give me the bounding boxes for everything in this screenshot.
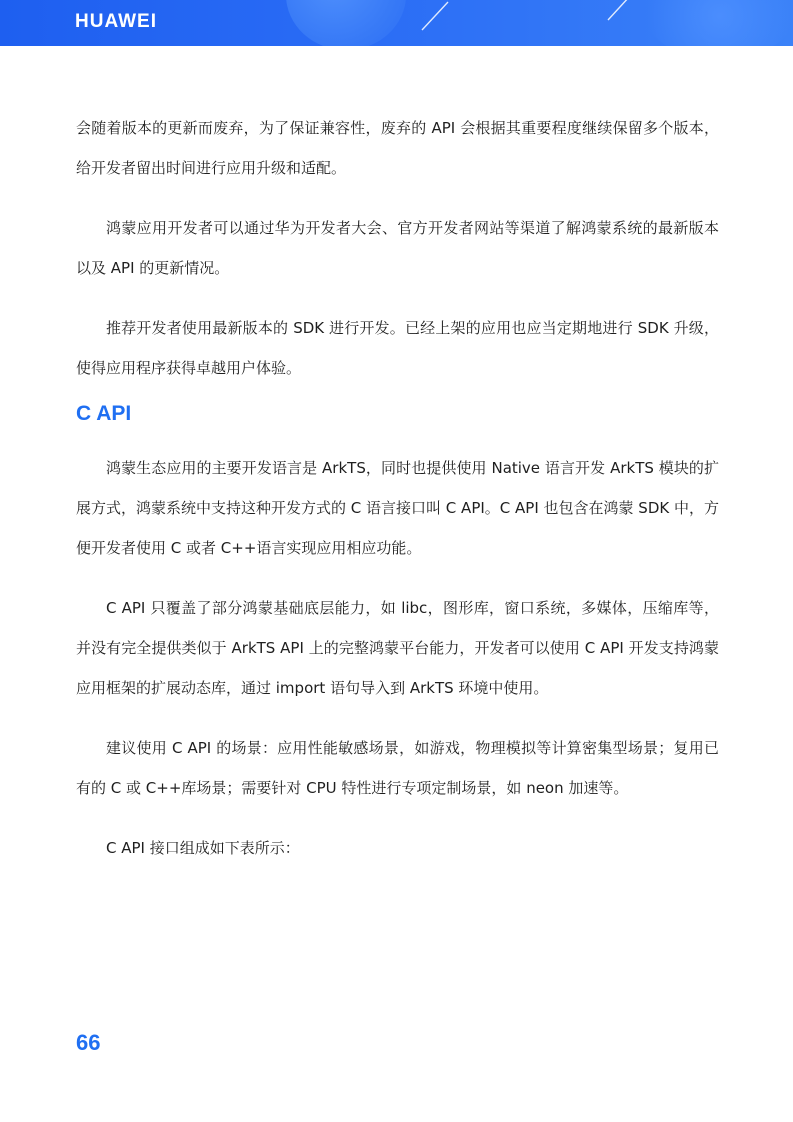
paragraph-api-updates: 鸿蒙应用开发者可以通过华为开发者大会、官方开发者网站等渠道了解鸿蒙系统的最新版本以及 API 的更新情况。	[76, 219, 719, 277]
paragraph-c-api-intro: 鸿蒙生态应用的主要开发语言是 ArkTS，同时也提供使用 Native 语言开发 ArkTS 模块的扩展方式，鸿蒙系统中支持这种开发方式的 C 语言接口叫 C API。C API 也包含在鸿蒙 SDK 中，方便开发者使用 C 或者 C++语言实现应用相应功能。	[76, 459, 719, 557]
huawei-logo-text: HUAWEI	[75, 11, 157, 32]
paragraph-c-api-table-intro: C API 接口组成如下表所示：	[106, 839, 300, 857]
paragraph-c-api-coverage: C API 只覆盖了部分鸿蒙基础底层能力，如 libc，图形库，窗口系统，多媒体，压缩库等，并没有完全提供类似于 ArkTS API 上的完整鸿蒙平台能力，开发者可以使用 C API 开发支持鸿蒙应用框架的扩展动态库，通过 import 语句导入到 ArkTS 环境中使用。	[76, 599, 719, 697]
paragraph-sdk-recommendation: 推荐开发者使用最新版本的 SDK 进行开发。已经上架的应用也应当定期地进行 SDK 升级，使得应用程序获得卓越用户体验。	[76, 319, 719, 377]
section-title-c-api: C API	[76, 402, 132, 425]
page-number: 66	[76, 1030, 101, 1055]
page-header-bar	[0, 0, 793, 46]
page-content	[76, 108, 719, 868]
paragraph-c-api-scenarios: 建议使用 C API 的场景：应用性能敏感场景，如游戏，物理模拟等计算密集型场景；复用已有的 C 或 C++库场景；需要针对 CPU 特性进行专项定制场景，如 neon 加速等。	[76, 739, 719, 797]
paragraph-api-deprecation: 会随着版本的更新而废弃，为了保证兼容性，废弃的 API 会根据其重要程度继续保留多个版本，给开发者留出时间进行应用升级和适配。	[76, 119, 719, 177]
